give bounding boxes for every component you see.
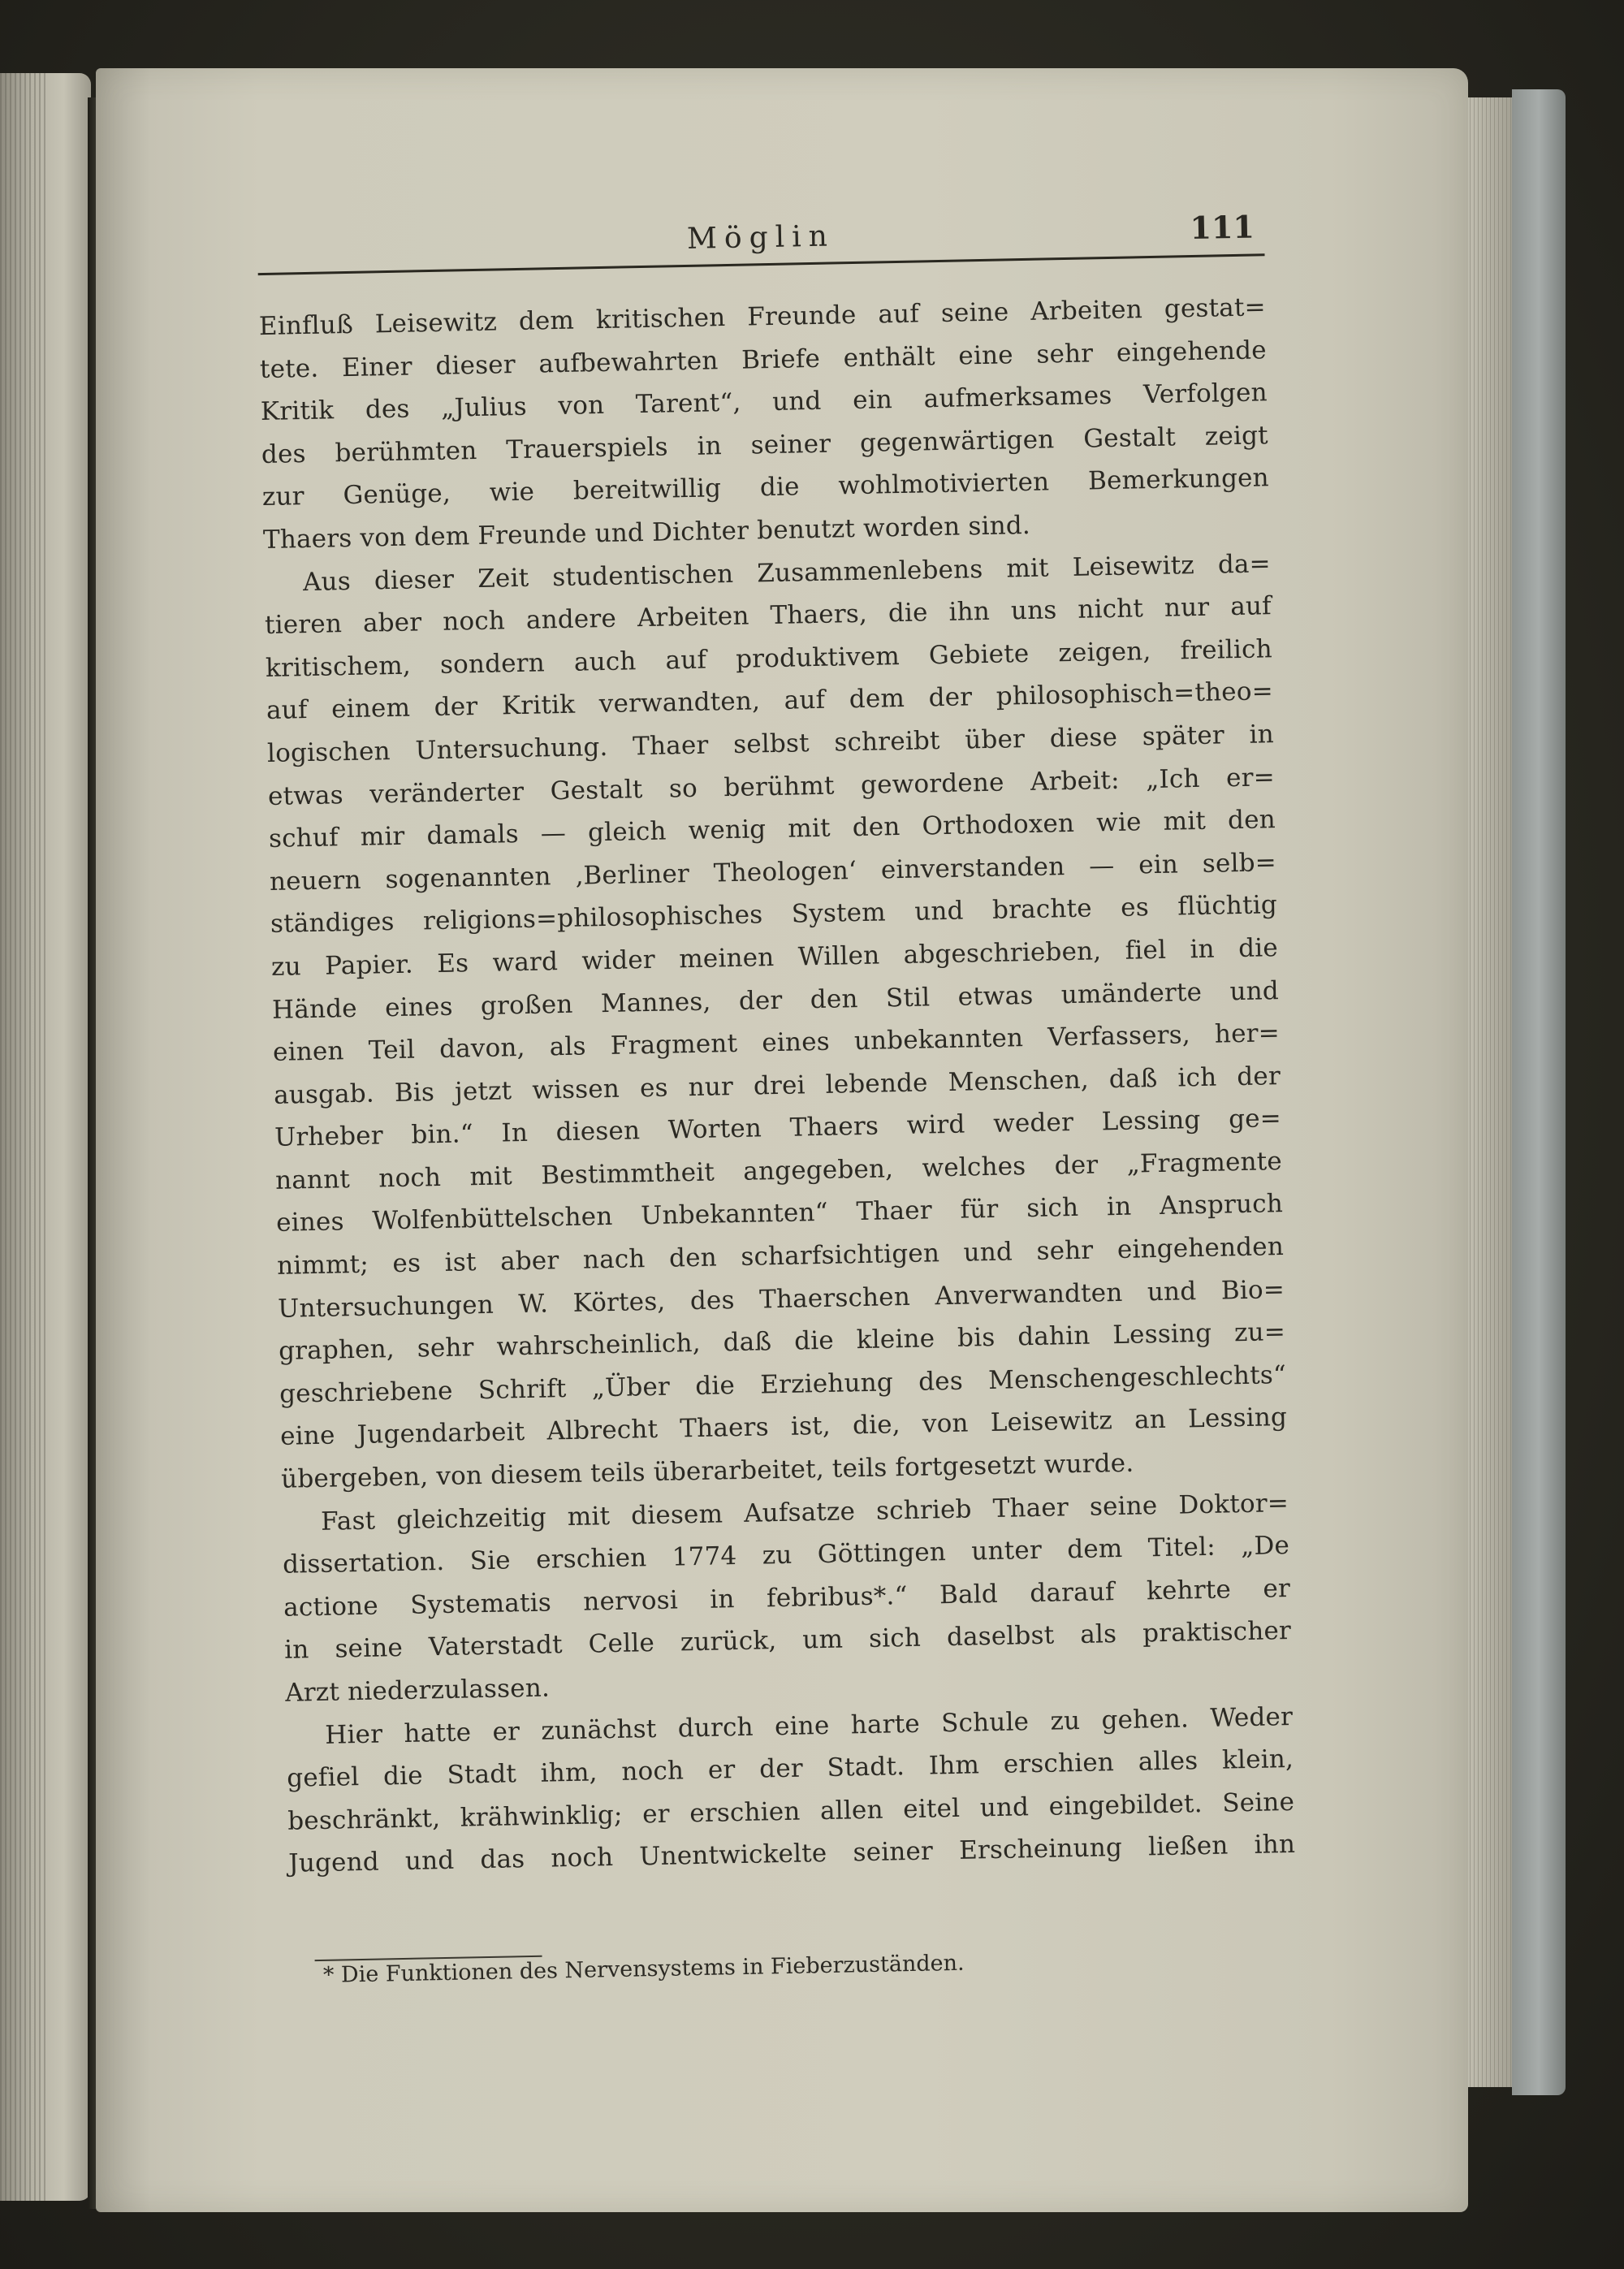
- text-line: eine Jugendarbeit Albrecht Thaers ist, die, von Leisewitz an Lessing: [279, 1402, 1288, 1452]
- text-line: tete. Einer dieser aufbewahrten Briefe enthält eine sehr eingehende: [259, 335, 1268, 384]
- text-line: neuern sogenannten ‚Berliner Theologen‘ einverstanden — ein selb=: [269, 847, 1277, 897]
- text-line: gefiel die Stadt ihm, noch er der Stadt. Ihm erschien alles klein,: [286, 1744, 1294, 1793]
- text-line: zur Genüge, wie bereitwillig die wohlmotivierten Bemerkungen: [261, 463, 1270, 512]
- chapter-title: Möglin: [686, 219, 836, 256]
- text-line: logischen Untersuchung. Thaer selbst schreibt über diese später in: [266, 720, 1275, 768]
- text-line: actione Systematis nervosi in febribus*.“ Bald darauf kehrte er: [283, 1573, 1291, 1623]
- text-line: ausgab. Bis jetzt wissen es nur drei lebende Menschen, daß ich der: [273, 1061, 1281, 1110]
- text-line: etwas veränderter Gestalt so berühmt gewordene Arbeit: „Ich er=: [267, 762, 1276, 811]
- footnote: * Die Funktionen des Nervensystems in Fieberzuständen.: [322, 1950, 965, 1988]
- text-line: Fast gleichzeitig mit diesem Aufsatze schrieb Thaer seine Doktor=: [320, 1488, 1289, 1536]
- running-head: [257, 203, 1264, 275]
- text-line: Kritik des „Julius von Tarent“, und ein aufmerksames Verfolgen: [260, 378, 1268, 427]
- body-text: [258, 286, 1295, 1885]
- text-line: Arzt niederzulassen.: [284, 1673, 551, 1708]
- text-line: Einfluß Leisewitz dem kritischen Freunde auf seine Arbeiten gestat=: [258, 292, 1267, 342]
- text-line: Jugend und das noch Unentwickelte seiner Erscheinung ließen ihn: [287, 1830, 1296, 1879]
- text-line: eines Wolfenbüttelschen Unbekannten“ Thaer für sich in Anspruch: [275, 1189, 1284, 1238]
- text-line: graphen, sehr wahrscheinlich, daß die kleine bis dahin Lessing zu=: [278, 1317, 1286, 1367]
- text-line: beschränkt, krähwinklig; er erschien allen eitel und eingebildet. Seine: [287, 1787, 1295, 1836]
- text-line: nimmt; es ist aber nach den scharfsichtigen und sehr eingehenden: [276, 1232, 1285, 1281]
- text-line: Thaers von dem Freunde und Dichter benutzt worden sind.: [262, 510, 1031, 555]
- text-line: tieren aber noch andere Arbeiten Thaers, die ihn uns nicht nur auf: [264, 591, 1272, 641]
- text-line: schuf mir damals — gleich wenig mit den Orthodoxen wie mit den: [268, 805, 1276, 854]
- text-line: in seine Vaterstadt Celle zurück, um sich daselbst als praktischer: [283, 1616, 1292, 1666]
- page-number: 111: [1190, 208, 1255, 247]
- text-line: des berühmten Trauerspiels in seiner gegenwärtigen Gestalt zeigt: [261, 421, 1269, 469]
- text-line: nannt noch mit Bestimmtheit angegeben, welches der „Fragmente: [274, 1146, 1283, 1195]
- text-line: Hier hatte er zunächst durch eine harte Schule zu gehen. Weder: [324, 1701, 1294, 1750]
- text-line: kritischem, sondern auch auf produktivem Gebiete zeigen, freilich: [265, 633, 1273, 683]
- text-line: Aus dieser Zeit studentischen Zusammenlebens mit Leisewitz da=: [302, 548, 1272, 597]
- text-line: einen Teil davon, als Fragment eines unbekannten Verfassers, her=: [272, 1018, 1281, 1067]
- book-page: [96, 68, 1468, 2212]
- text-line: auf einem der Kritik verwandten, auf dem der philosophisch=theo=: [266, 676, 1274, 726]
- text-line: Hände eines großen Mannes, der den Stil etwas umänderte und: [271, 975, 1280, 1025]
- text-line: übergeben, von diesem teils überarbeitet, teils fortgesetzt wurde.: [280, 1448, 1134, 1494]
- text-line: zu Papier. Es ward wider meinen Willen abgeschrieben, fiel in die: [270, 933, 1279, 982]
- cover-board: [1512, 89, 1566, 2095]
- text-line: Untersuchungen W. Körtes, des Thaerschen Anverwandten und Bio=: [277, 1274, 1285, 1324]
- text-block: [254, 58, 1296, 1988]
- text-line: Urheber bin.“ In diesen Worten Thaers wird weder Lessing ge=: [274, 1104, 1282, 1153]
- left-page-edge: [0, 73, 91, 2201]
- text-line: ständiges religions=philosophisches System und brachte es flüchtig: [270, 890, 1278, 940]
- text-line: dissertation. Sie erschien 1774 zu Göttingen unter dem Titel: „De: [282, 1531, 1290, 1580]
- text-line: geschriebene Schrift „Über die Erziehung des Menschengeschlechts“: [279, 1359, 1287, 1409]
